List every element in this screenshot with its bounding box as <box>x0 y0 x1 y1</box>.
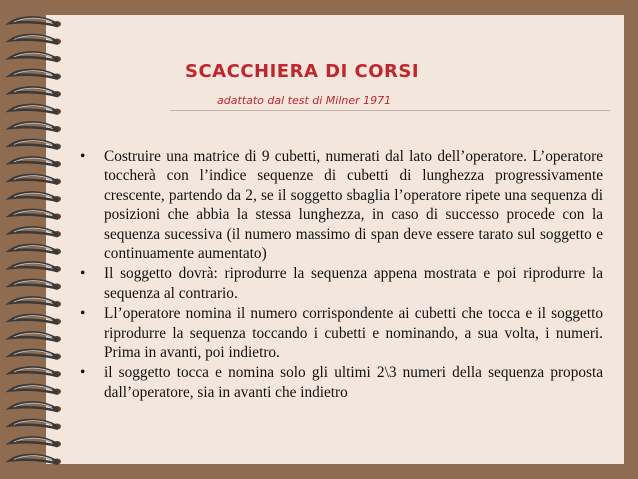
spiral-ring <box>10 140 61 150</box>
spiral-ring <box>10 70 61 80</box>
spiral-ring <box>10 157 61 167</box>
spiral-ring <box>10 245 61 255</box>
bullet-text: Costruire una matrice di 9 cubetti, numerati dal lato dell’operatore. L’operatore toccherà con l’indice sequenze di cubetti di lunghezza progressivamente crescente, partendo da 2, se il soggetto sbaglia l’operatore ripete una sequenza di posizioni che abbia la stessa lunghezza, in caso di successo procede con la sequenza sucessiva (il numero massimo di span deve essere tarato sul soggetto e continuamente aumentato) <box>104 148 603 263</box>
slide-title: SCACCHIERA DI CORSI <box>185 61 420 82</box>
spiral-ring <box>10 367 61 377</box>
bullet-item <box>80 264 603 303</box>
slide-subtitle: adattato dal test di Milner 1971 <box>217 94 392 107</box>
spiral-ring <box>10 350 61 360</box>
spiral-ring <box>10 87 61 97</box>
bullet-list <box>80 147 603 403</box>
spiral-ring <box>10 227 61 237</box>
spiral-ring <box>10 52 61 62</box>
bullet-item <box>80 363 603 402</box>
spiral-ring <box>10 297 61 307</box>
spiral-ring <box>10 262 61 272</box>
bullet-icon: • <box>80 148 86 165</box>
spiral-ring <box>10 17 61 27</box>
spiral-ring <box>10 175 61 185</box>
bullet-icon: • <box>80 364 86 382</box>
spiral-ring <box>10 420 61 430</box>
bullet-item <box>80 304 603 362</box>
bullet-icon: • <box>80 305 86 323</box>
spiral-ring <box>10 122 61 132</box>
bullet-text: Ll’operatore nomina il numero corrispondente ai cubetti che tocca e il soggetto riprodurre la sequenza toccando i cubetti e nominando, a sua volta, i numeri. Prima in avanti, poi indietro. <box>104 305 603 362</box>
title-divider <box>170 110 610 111</box>
spiral-ring <box>10 192 61 202</box>
spiral-ring <box>10 210 61 220</box>
spiral-ring <box>10 402 61 412</box>
spiral-ring <box>10 385 61 395</box>
spiral-ring <box>10 105 61 115</box>
spiral-ring <box>10 315 61 325</box>
spiral-ring <box>10 455 61 465</box>
spiral-ring <box>10 437 61 447</box>
bullet-text: Il soggetto dovrà: riprodurre la sequenza appena mostrata e poi riprodurre la sequenza al contrario. <box>104 265 603 302</box>
bullet-item <box>80 147 603 263</box>
bullet-text: il soggetto tocca e nomina solo gli ultimi 2\3 numeri della sequenza proposta dall’operatore, sia in avanti che indietro <box>104 364 603 401</box>
spiral-ring <box>10 280 61 290</box>
notebook-spiral-binding-icon <box>0 0 80 479</box>
bullet-icon: • <box>80 265 86 283</box>
spiral-ring <box>10 332 61 342</box>
spiral-ring <box>10 35 61 45</box>
